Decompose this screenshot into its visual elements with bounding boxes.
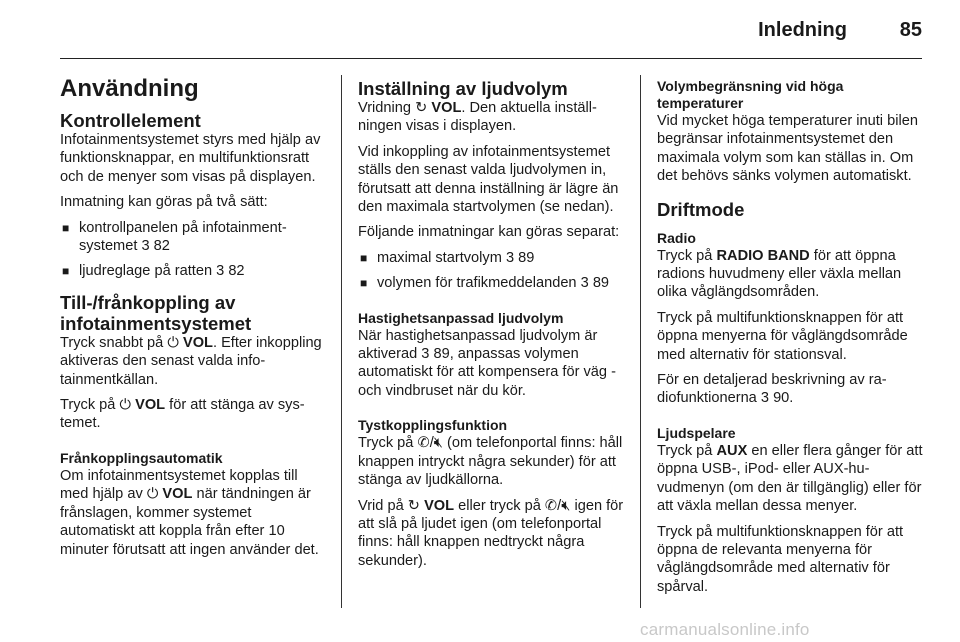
page-ref-icon: 3 — [216, 263, 225, 280]
heading-mode: Driftmode — [657, 198, 745, 220]
page-ref-icon: 3 — [141, 238, 150, 255]
paragraph: Inmatning kan göras på två sätt: — [60, 194, 268, 211]
heading-radio: Radio — [657, 229, 696, 246]
heading-volume: Inställning av ljudvolym — [358, 78, 568, 99]
paragraph: Tryck på ✆/🔇︎ (om telefonportal finns: håll knappen intryckt några sekunder) för att stänga av ljudkällorna. — [358, 435, 623, 489]
list-item: ■ volymen för trafikmeddelanden 3 89 — [358, 274, 626, 292]
page-ref-icon: 3 — [760, 390, 769, 407]
paragraph: Infotainmentsystemet styrs med hjälp av funktionsknappar, en multifunktionsratt och de menyer som visas på displayen. — [60, 132, 321, 185]
list-item: ■ ljudreglage på ratten 3 82 — [60, 262, 326, 280]
list-item: ■ maximal startvolym 3 89 — [358, 249, 626, 267]
mute-icon: 🔇︎ — [433, 435, 443, 452]
heading-mute: Tystkopplingsfunktion — [358, 417, 508, 434]
paragraph: För en detaljerad beskrivning av radiofunktionerna 3 90. — [657, 372, 887, 407]
paragraph: Vid mycket höga temperaturer inuti bilen begränsar infotainmentsystemet den maximala volym som kan ställas in. Om det behövs sänks volymen automatiskt. — [657, 113, 918, 185]
page-ref-icon: 3 — [505, 249, 515, 266]
heading-use: Användning — [60, 75, 199, 102]
column-3 — [657, 68, 925, 603]
heading-player: Ljudspelare — [657, 424, 736, 441]
paragraph: Tryck på RADIO BAND för att öppna radions huvudmeny eller växla mellan olika våglängdsområden. — [657, 247, 902, 301]
paragraph: Tryck på multifunktionsknappen för att öppna de relevanta menyerna för våglängdsområde med alternativ för spårval. — [657, 523, 904, 595]
phone-icon: ✆ — [417, 435, 430, 452]
phone-icon: ✆ — [544, 497, 558, 514]
watermark: carmanualsonline.info — [640, 620, 810, 639]
heading-speed-volume: Hastighetsanpassad ljudvolym — [358, 309, 564, 326]
rotate-icon: ↻ — [407, 497, 420, 514]
power-icon: ⏻ — [146, 486, 159, 503]
power-icon: ⏻ — [119, 397, 132, 414]
list-item: ■ kontrollpanelen på infotainmentsystemet 3 82 — [60, 219, 326, 256]
page-ref-icon: 3 — [580, 275, 589, 292]
section-title: Inledning — [758, 19, 847, 41]
input-list — [60, 219, 326, 281]
column-1 — [60, 68, 326, 566]
column-divider — [640, 75, 641, 608]
mute-icon: 🔇︎ — [561, 497, 571, 514]
heading-controls: Kontrollelement — [60, 110, 201, 131]
paragraph: Följande inmatningar kan göras separat: — [358, 224, 620, 241]
page-header — [0, 0, 960, 58]
paragraph: Tryck på ⏻ VOL för att stänga av systemet. — [60, 397, 305, 432]
heading-onoff: Till-/frånkoppling av infotainmentsystemet — [60, 291, 252, 334]
column-2 — [358, 68, 626, 577]
heading-hot-limit: Volymbegränsning vid höga temperaturer — [657, 78, 844, 111]
header-rule — [60, 58, 922, 59]
paragraph: Tryck snabbt på ⏻ VOL. Efter inkoppling aktiveras den senast valda infotainmentkällan. — [60, 334, 322, 388]
paragraph: Tryck på multifunktionsknappen för att öppna menyerna för våglängdsområde med alternativ för stationsval. — [657, 309, 908, 363]
paragraph: Om infotainmentsystemet kopplas till med hjälp av ⏻ VOL när tändningen är frånslagen, kommer systemet automatiskt att koppla från efter 10 minuter förutsatt att ingen använder det. — [60, 467, 319, 558]
volume-list — [358, 249, 626, 293]
paragraph: Vridning ↻ VOL. Den aktuella inställningen visas i displayen. — [358, 100, 597, 135]
paragraph: Vrid på ↻ VOL eller tryck på ✆/🔇︎ igen för att slå på ljudet igen (om telefonportal finns: håll knappen nedtryckt några sekunder). — [358, 497, 624, 569]
heading-auto-off: Frånkopplingsautomatik — [60, 449, 223, 466]
rotate-icon: ↻ — [415, 100, 428, 116]
page-ref-icon: 3 — [421, 346, 430, 363]
power-icon: ⏻ — [167, 334, 179, 351]
page-number: 85 — [899, 19, 922, 41]
column-divider — [341, 75, 342, 608]
paragraph: Vid inkoppling av infotainmentsystemet ställs den senast valda ljudvolymen in, förutsatt att denna inställning är lägre än den maximala startvolymen (se nedan). — [358, 143, 619, 216]
paragraph: Tryck på AUX en eller flera gånger för att öppna USB-, iPod- eller AUX-huvudmenyn (om den är tillgänglig) eller för att växla mellan dessa menyer. — [657, 442, 923, 515]
paragraph: När hastighetsanpassad ljudvolym är aktiverad 3 89, anpassas volymen automatiskt för att kompensera för väg - och vindbruset när du kör. — [358, 327, 616, 399]
